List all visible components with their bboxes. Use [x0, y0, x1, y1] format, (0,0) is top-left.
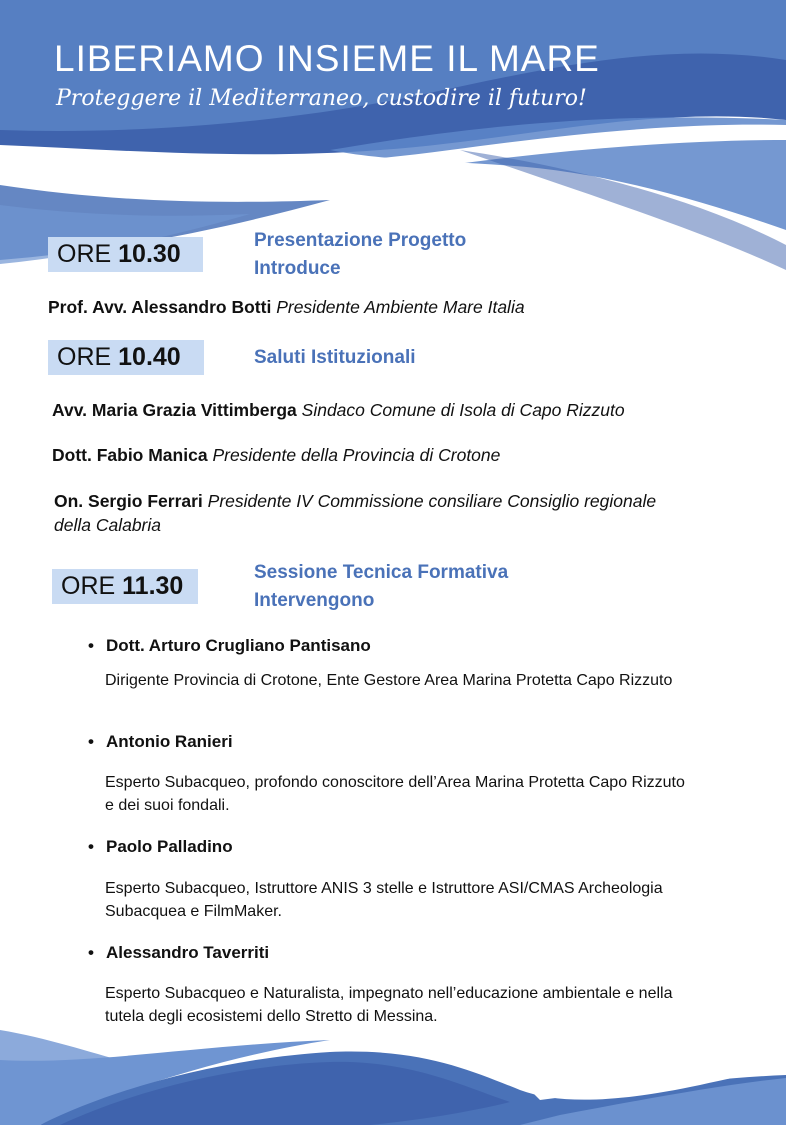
- speaker-name: On. Sergio Ferrari: [54, 491, 203, 511]
- section-heading: [254, 559, 508, 615]
- speaker-name: Dott. Fabio Manica: [52, 445, 208, 465]
- heading-line: Saluti Istituzionali: [254, 347, 416, 368]
- list-item-description: Dirigente Provincia di Crotone, Ente Gestore Area Marina Protetta Capo Rizzuto: [105, 672, 673, 689]
- time-badge-1130: [52, 569, 198, 604]
- speaker-role: Sindaco Comune di Isola di Capo Rizzuto: [301, 400, 625, 420]
- list-item-description: Esperto Subacqueo e Naturalista, impegnato nell’educazione ambientale e nella tutela degli ecosistemi dello Stretto di Messina.: [105, 985, 673, 1025]
- time-prefix: ORE: [57, 343, 112, 371]
- list-item-name: • Antonio Ranieri: [88, 732, 233, 752]
- time-value: 11.30: [122, 572, 184, 600]
- heading-line: Introduce: [254, 258, 341, 279]
- page-subtitle: Proteggere il Mediterraneo, custodire il futuro!: [56, 86, 587, 111]
- list-item-name: • Dott. Arturo Crugliano Pantisano: [88, 636, 371, 656]
- footer-wave-background: [0, 1030, 786, 1125]
- time-badge-1040: [48, 340, 204, 375]
- speaker: [48, 295, 525, 319]
- speaker-role: Presidente della Provincia di Crotone: [212, 445, 501, 465]
- speaker: [54, 489, 694, 537]
- list-item-description: Esperto Subacqueo, Istruttore ANIS 3 stelle e Istruttore ASI/CMAS Archeologia Subacquea e FilmMaker.: [105, 880, 663, 920]
- time-prefix: ORE: [61, 572, 116, 600]
- speaker-role: Presidente Ambiente Mare Italia: [276, 297, 525, 317]
- time-value: 10.30: [118, 240, 181, 268]
- time-value: 10.40: [118, 343, 181, 371]
- heading-line: Presentazione Progetto: [254, 230, 467, 251]
- heading-line: Sessione Tecnica Formativa: [254, 562, 509, 583]
- list-item-name: • Alessandro Taverriti: [88, 943, 269, 963]
- speaker-name: Prof. Avv. Alessandro Botti: [48, 297, 272, 317]
- page-title: LIBERIAMO INSIEME IL MARE: [54, 38, 600, 79]
- time-prefix: ORE: [57, 240, 112, 268]
- speaker: [52, 443, 500, 467]
- heading-line: Intervengono: [254, 590, 375, 611]
- time-badge-1030: [48, 237, 203, 272]
- list-item-name: • Paolo Palladino: [88, 837, 233, 857]
- speaker-role: Presidente IV Commissione consiliare Consiglio regionale della Calabria: [54, 491, 657, 535]
- speaker-name: Avv. Maria Grazia Vittimberga: [52, 400, 297, 420]
- section-heading: [254, 227, 466, 283]
- speaker: [52, 398, 625, 422]
- list-item-description: Esperto Subacqueo, profondo conoscitore dell’Area Marina Protetta Capo Rizzuto e dei suoi fondali.: [105, 774, 685, 814]
- section-heading: [254, 344, 416, 372]
